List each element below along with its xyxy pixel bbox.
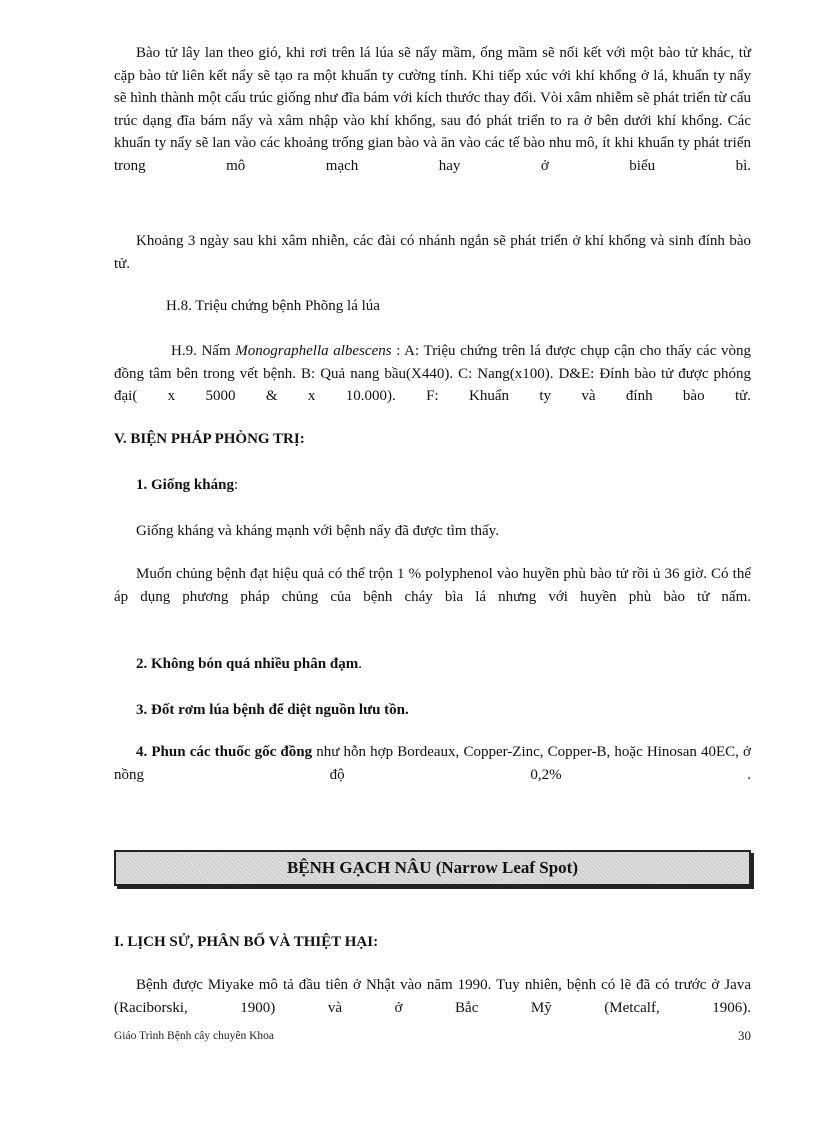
item-4-title: 4. Phun các thuốc gốc đồng (136, 744, 313, 760)
item-3-burn-straw: 3. Đốt rơm lúa bệnh để diệt nguồn lưu tồn. (136, 702, 409, 718)
item-4-copper-fungicides (114, 741, 751, 809)
paragraph-infection-days: Khoảng 3 ngày sau khi xâm nhiễn, các đài có nhánh ngắn sẽ phát triển ở khí khổng và sinh đính bào tử. (114, 233, 751, 272)
page-number: 30 (738, 1028, 751, 1043)
figure-caption-h9-prefix: H.9. Nấm (171, 343, 236, 359)
species-name: Monographella albescens (235, 343, 392, 359)
item-2-nitrogen (114, 653, 751, 676)
disease-title: BỆNH GẠCH NÂU (Narrow Leaf Spot) (286, 858, 579, 877)
figure-caption-h9 (114, 340, 751, 430)
paragraph-history: Bệnh được Miyake mô tả đầu tiên ở Nhật vào năm 1990. Tuy nhiên, bệnh có lẽ đã có trước ở Java (Raciborski, 1900) và ở Bắc Mỹ (Metcalf, 1906). (114, 977, 751, 1016)
document-page (114, 0, 751, 1123)
paragraph-inoculation: Muốn chủng bệnh đạt hiệu quả có thể trộn 1 % polyphenol vào huyền phù bào tử rồi ủ 36 giờ. Có thể áp dụng phương pháp chủng của bệnh cháy bìa lá nhưng với huyền phù bào tử nấm. (114, 566, 751, 605)
footer-text: Giáo Trình Bệnh cây chuyên Khoa (114, 1030, 275, 1042)
paragraph-resistant-found: Giống kháng và kháng mạnh với bệnh nẩy đã được tìm thấy. (136, 523, 499, 539)
figure-caption-h9-text: : A: Triệu chứng trên lá được chụp cận cho thấy các vòng đồng tâm bên trong vết bệnh. B: Quả nang bầu(X440). C: Nang(x100). D&E: Đính bào tử được phóng đại( x 5000 & x 10.000). F: Khuẩn ty và đính bào tử. (114, 343, 751, 404)
section-heading-history: I. LỊCH SỬ, PHÂN BỐ VÀ THIỆT HẠI: (114, 934, 379, 950)
item-4-text: như hỗn hợp Bordeaux, Copper-Zinc, Copper-B, hoặc Hinosan 40EC, ở nồng độ 0,2% . (114, 744, 751, 783)
paragraph-spore-spread: Bào tử lây lan theo gió, khi rơi trên lá lúa sẽ nẩy mầm, ống mầm sẽ nối kết với một bào tử khác, từ cặp bào tử liên kết nẩy sẽ tạo ra một khuẩn ty cường tính. Khi tiếp xúc với khí khổng ở lá, khuẩn ty nẩy sẽ hình thành một cấu trúc giống như đĩa bám với kích thước thay đổi. Vòi xâm nhiễm sẽ phát triển từ cấu trúc dạng đĩa bám nẩy và xâm nhập vào khí khổng, sau đó phát triển to ra ở bên dưới khí khổng. Các khuẩn ty nẩy sẽ lan vào các khoảng trống gian bào và ăn vào các tế bào nhu mô, ít khi khuẩn ty phát triển trong mô mạch hay ở biểu bì. (114, 45, 751, 174)
item-resistant-varieties-heading (114, 474, 751, 497)
figure-caption-h8: H.8. Triệu chứng bệnh Phõng lá lúa (166, 298, 380, 314)
section-heading-control: V. BIỆN PHÁP PHÒNG TRỊ: (114, 431, 305, 447)
item-2-period: . (358, 656, 362, 672)
item-1-colon: : (233, 477, 239, 493)
item-2-title: 2. Không bón quá nhiều phân đạm (136, 656, 359, 672)
item-1-title: 1. Giống kháng (136, 477, 234, 493)
disease-title-banner (114, 850, 751, 886)
